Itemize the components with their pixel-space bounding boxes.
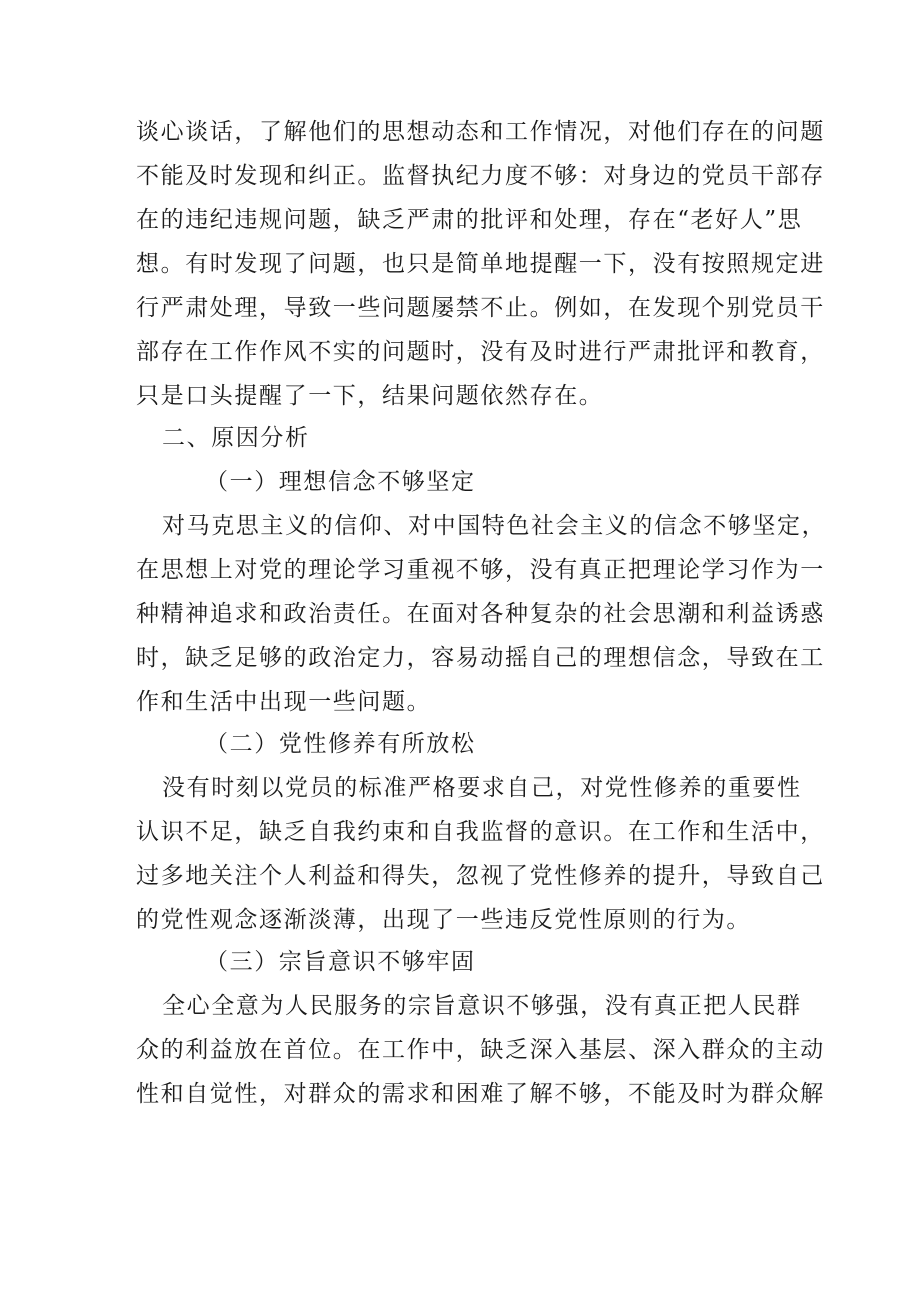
body-line: 性和自觉性，对群众的需求和困难了解不够，不能及时为群众解 — [136, 1081, 825, 1107]
subsection-heading: （三）宗旨意识不够牢固 — [205, 949, 476, 975]
body-line: 在思想上对党的理论学习重视不够，没有真正把理论学习作为一 — [136, 557, 825, 583]
body-line: 行严肃处理，导致一些问题屡禁不止。例如，在发现个别党员干 — [136, 295, 825, 321]
body-line: 没有时刻以党员的标准严格要求自己，对党性修养的重要性 — [162, 775, 802, 801]
body-line: 只是口头提醒了一下，结果问题依然存在。 — [136, 383, 604, 409]
subsection-heading: （二）党性修养有所放松 — [205, 731, 476, 757]
body-line: 在的违纪违规问题，缺乏严肃的批评和处理，存在“老好人”思 — [136, 207, 803, 233]
body-line: 作和生活中出现一些问题。 — [136, 689, 432, 715]
body-line: 部存在工作作风不实的问题时，没有及时进行严肃批评和教育， — [136, 339, 825, 365]
body-line: 过多地关注个人利益和得失，忽视了党性修养的提升，导致自己 — [136, 863, 825, 889]
body-line: 种精神追求和政治责任。在面对各种复杂的社会思潮和利益诱惑 — [136, 601, 825, 627]
body-line: 不能及时发现和纠正。监督执纪力度不够：对身边的党员干部存 — [136, 163, 825, 189]
body-line: 时，缺乏足够的政治定力，容易动摇自己的理想信念，导致在工 — [136, 645, 825, 671]
section-heading: 二、原因分析 — [162, 425, 310, 451]
subsection-heading: （一）理想信念不够坚定 — [205, 469, 476, 495]
body-line: 众的利益放在首位。在工作中，缺乏深入基层、深入群众的主动 — [136, 1037, 825, 1063]
body-line: 对马克思主义的信仰、对中国特色社会主义的信念不够坚定， — [162, 513, 827, 539]
body-line: 全心全意为人民服务的宗旨意识不够强，没有真正把人民群 — [162, 993, 802, 1019]
body-line: 的党性观念逐渐淡薄，出现了一些违反党性原则的行为。 — [136, 907, 751, 933]
body-line: 谈心谈话，了解他们的思想动态和工作情况，对他们存在的问题 — [136, 119, 825, 145]
body-line: 认识不足，缺乏自我约束和自我监督的意识。在工作和生活中， — [136, 819, 825, 845]
body-line: 想。有时发现了问题，也只是简单地提醒一下，没有按照规定进 — [136, 251, 825, 277]
